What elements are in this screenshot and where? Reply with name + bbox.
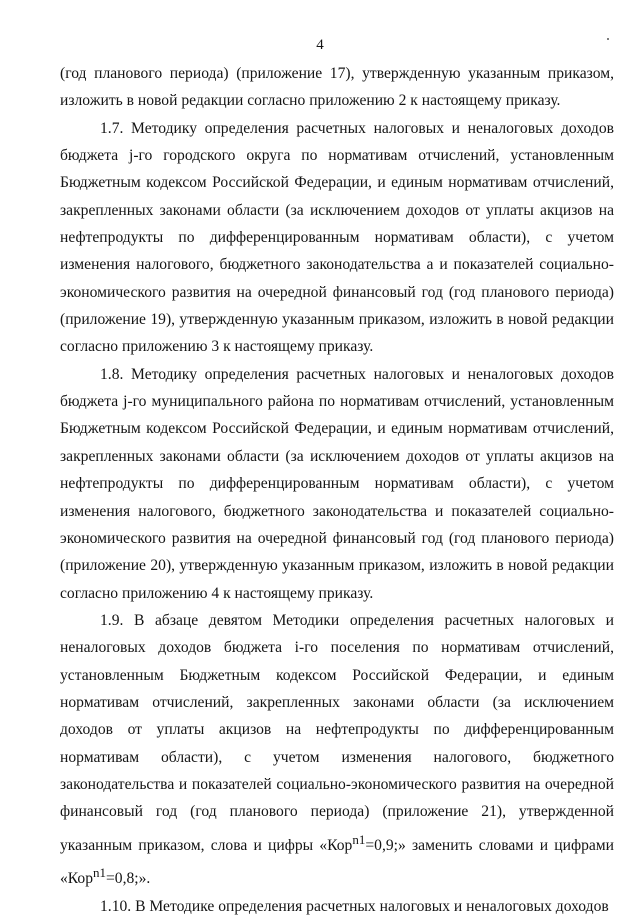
scan-speck — [607, 38, 609, 40]
paragraph-1-8: 1.8. Методику определения расчетных налоговых и неналоговых доходов бюджета j-го муниципального района по нормативам отчислений, установленным Бюджетным кодексом Российской Федерации, и единым нормативам отчислений, закрепленных законами области (за исключением доходов от уплаты акцизов на нефтепродукты по дифференцированным нормативам области), с учетом изменения налогового, бюджетного законодательства и показателей социально-экономического развития на очередной финансовый год (год планового периода) (приложение 20), утвержденную указанным приказом, изложить в новой редакции согласно приложению 4 к настоящему приказу. — [60, 365, 614, 602]
superscript-n1-second: n1 — [93, 865, 107, 881]
page-number: 4 — [316, 37, 324, 53]
document-body — [60, 60, 614, 920]
paragraph-1-9-text: 1.9. В абзаце девятом Методики определения расчетных налоговых и неналоговых доходов бюджета i-го поселения по нормативам отчислений, установленным Бюджетным кодексом Российской Федерации, и единым нормативам отчислений, закрепленных законами области (за исключением доходов от уплаты акцизов на нефтепродукты по дифференцированным нормативам области), с учетом изменения налогового, бюджетного законодательства и показателей социально-экономического развития на очередной финансовый год (год планового периода) (приложение 21), утвержденной указанным приказом, слова и цифры «Кор — [60, 611, 614, 854]
paragraph-1-7: 1.7. Методику определения расчетных налоговых и неналоговых доходов бюджета j-го городского округа по нормативам отчислений, установленным Бюджетным кодексом Российской Федерации, и единым нормативам отчислений, закрепленных законами области (за исключением доходов от уплаты акцизов на нефтепродукты по дифференцированным нормативам области), с учетом изменения налогового, бюджетного законодательства а и показателей социально-экономического развития на очередной финансовый год (год планового периода) (приложение 19), утвержденную указанным приказом, изложить в новой редакции согласно приложению 3 к настоящему приказу. — [60, 119, 614, 356]
paragraph-1-9 — [60, 607, 614, 893]
paragraph-1-9-tail: =0,8;». — [106, 870, 151, 888]
superscript-n1: n1 — [352, 831, 366, 847]
paragraph-continuation: (год планового периода) (приложение 17), утвержденную указанным приказом, изложить в новой редакции согласно приложению 2 к настоящему приказу. — [60, 65, 614, 110]
paragraph-1-9-mid: =0,9;» заменить словами и цифрами «Кор — [60, 836, 614, 888]
paragraph-1-10: 1.10. В Методике определения расчетных налоговых и неналоговых доходов — [100, 897, 609, 915]
